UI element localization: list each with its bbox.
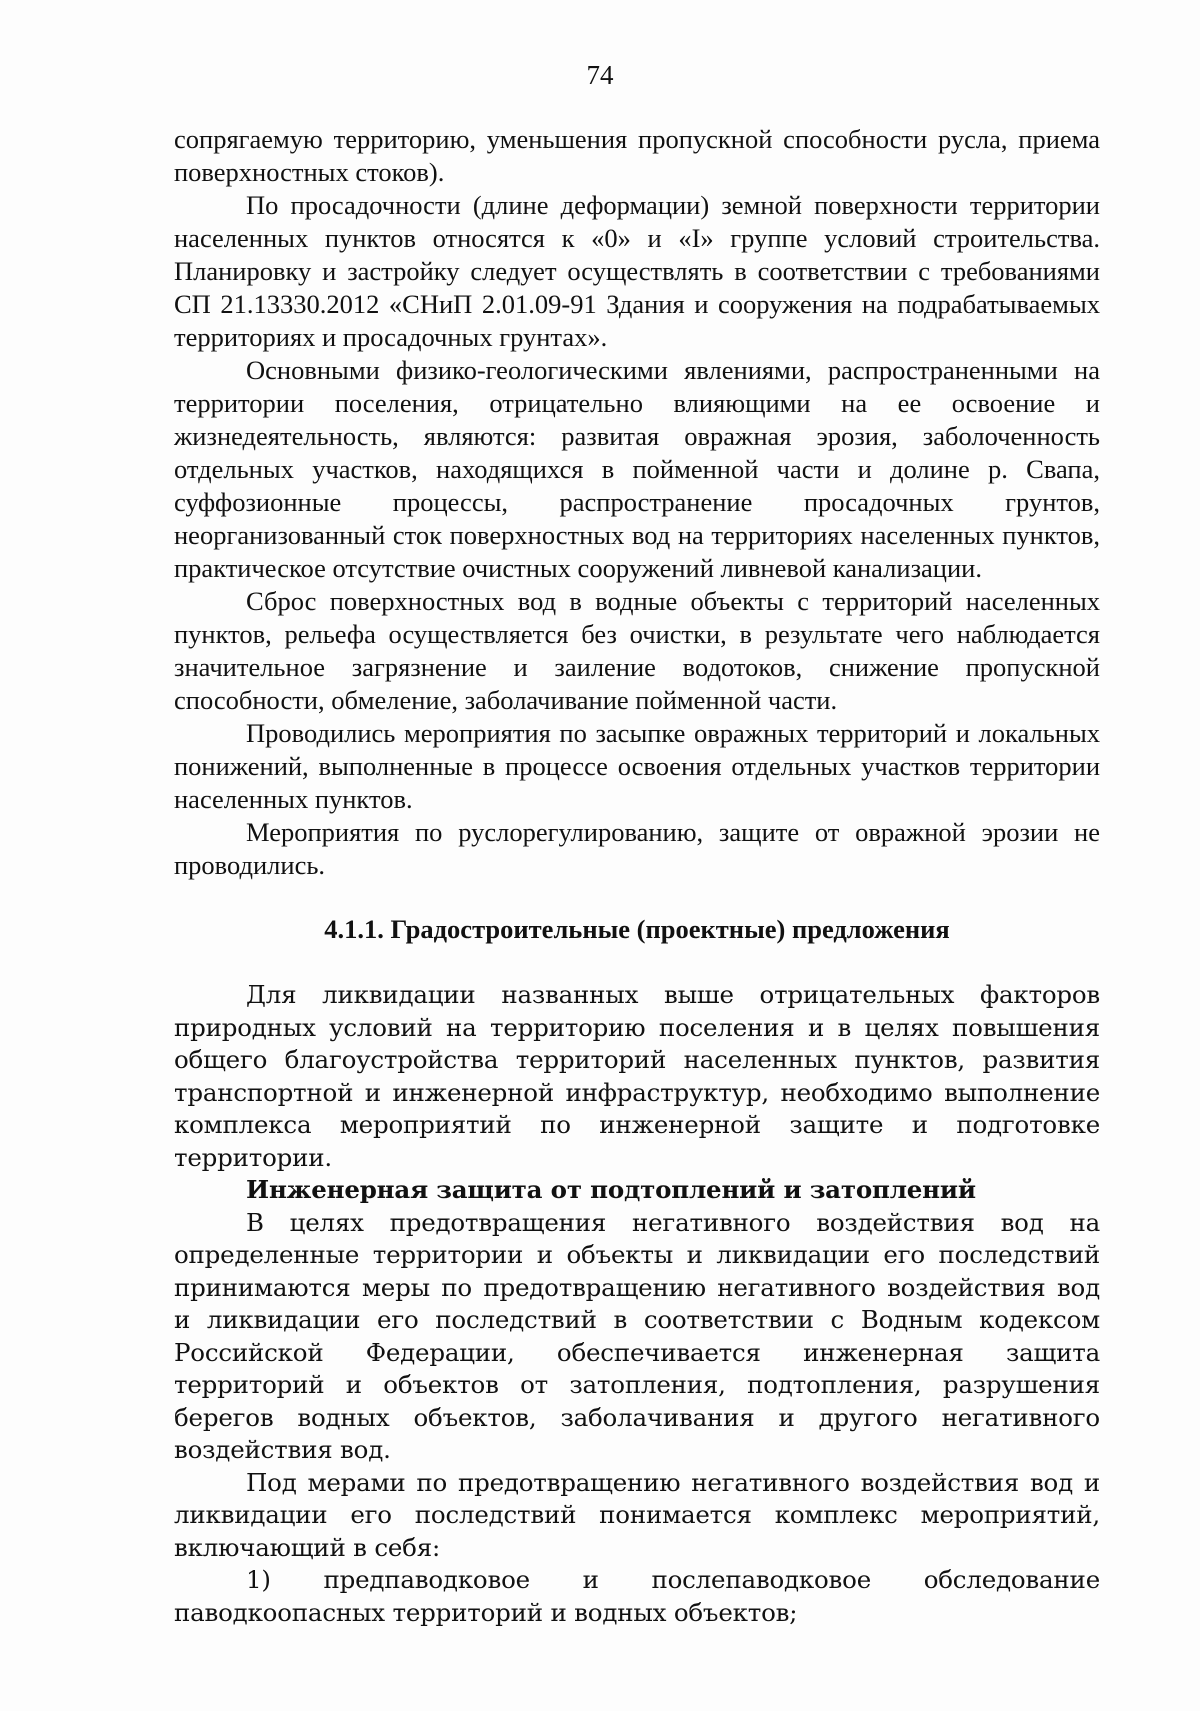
document-body [174, 123, 1100, 1629]
list-item: 1) предпаводковое и послепаводковое обследование паводкоопасных территорий и водных объектов; [174, 1565, 1100, 1627]
paragraph-continuation: сопрягаемую территорию, уменьшения пропускной способности русла, приема поверхностных стоков). [174, 124, 1100, 187]
subheading-flood-protection: Инженерная защита от подтоплений и затоплений [246, 1175, 976, 1204]
paragraph-subsidence: По просадочности (длине деформации) земной поверхности территории населенных пунктов относятся к «0» и «I» группе условий строительства. Планировку и застройку следует осуществлять в соответствии с требованиями СП 21.13330.2012 «СНиП 2.01.09-91 Здания и сооружения на подрабатываемых территориях и просадочных грунтах». [174, 190, 1100, 352]
paragraph-measures-definition: Под мерами по предотвращению негативного воздействия вод и ликвидации его последствий понимается комплекс мероприятий, включающий в себя: [174, 1467, 1100, 1562]
paragraph-geological-phenomena: Основными физико-геологическими явлениями, распространенными на территории поселения, отрицательно влияющими на ее освоение и жизнедеятельность, являются: развитая овражная эрозия, заболоченность отдельных участков, находящихся в пойменной части и долине р. Свапа, суффозионные процессы, распространение просадочных грунтов, неорганизованный сток поверхностных вод на территориях населенных пунктов, практическое отсутствие очистных сооружений ливневой канализации. [174, 355, 1100, 583]
paragraph-channel-regulation: Мероприятия по руслорегулированию, защите от овражной эрозии не проводились. [174, 817, 1100, 880]
section-intro-paragraph: Для ликвидации названных выше отрицательных факторов природных условий на территорию поселения и в целях повышения общего благоустройства территорий населенных пунктов, развития транспортной и инженерной инфраструктур, необходимо выполнение комплекса мероприятий по инженерной защите и подготовке территории. [174, 980, 1100, 1172]
paragraph-ravine-backfill: Проводились мероприятия по засыпке овражных территорий и локальных понижений, выполненные в процессе освоения отдельных участков территории населенных пунктов. [174, 718, 1100, 814]
section-body [174, 979, 1100, 1629]
paragraph-surface-water-discharge: Сброс поверхностных вод в водные объекты с территорий населенных пунктов, рельефа осуществляется без очистки, в результате чего наблюдается значительное загрязнение и заиление водотоков, снижение пропускной способности, обмеление, заболачивание пойменной части. [174, 586, 1100, 715]
page-number: 74 [586, 60, 614, 90]
section-heading: 4.1.1. Градостроительные (проектные) предложения [324, 914, 950, 944]
paragraph-flood-measures: В целях предотвращения негативного воздействия вод на определенные территории и объекты и ликвидации его последствий принимаются меры по предотвращению негативного воздействия вод и ликвидации его последствий в соответствии с Водным кодексом Российской Федерации, обеспечивается инженерная защита территорий и объектов от затопления, подтопления, разрушения берегов водных объектов, заболачивания и другого негативного воздействия вод. [174, 1207, 1100, 1464]
